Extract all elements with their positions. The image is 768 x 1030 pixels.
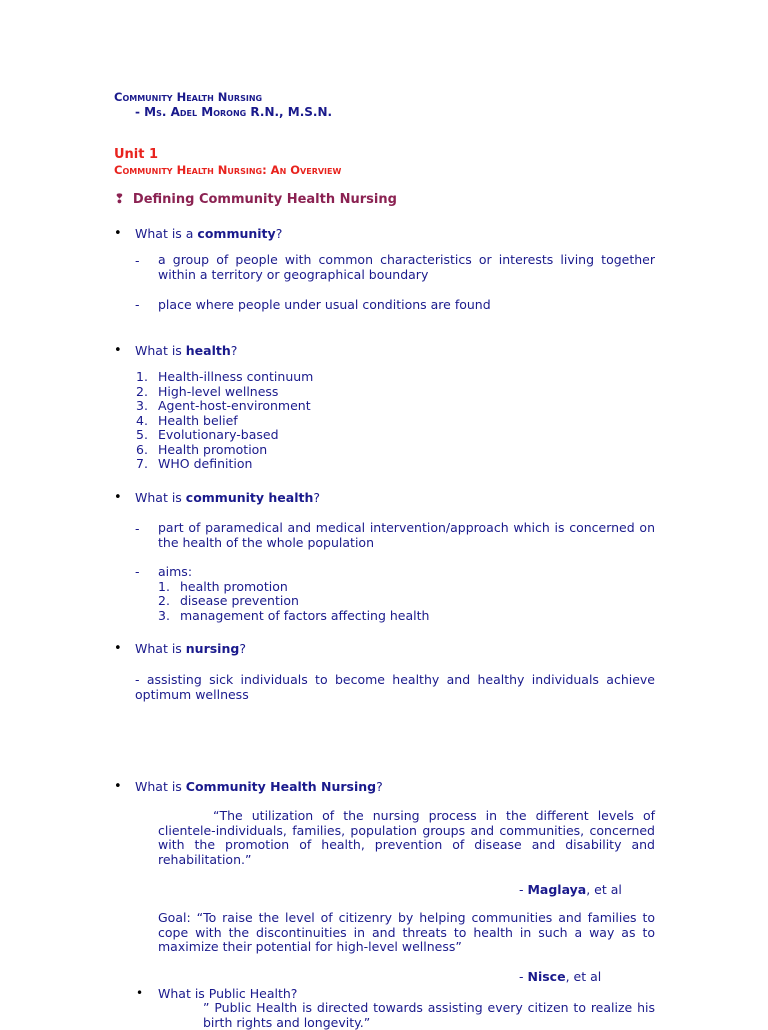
unit-label: Unit 1 [114, 147, 159, 162]
question-community-health [114, 490, 674, 505]
citation-maglaya: - Maglaya, et al [519, 882, 622, 897]
question-public-health-text: What is Public Health? [158, 986, 298, 1001]
question-community-text: What is a community? [135, 226, 283, 241]
chn-definition-quote: “The utilization of the nursing process in the different levels of clientele-individuals, families, population groups and communities, concerned with the promotion of health, prevention of disease and disability and rehabilitation.” [158, 808, 655, 867]
community-definition-1 [135, 253, 655, 282]
list-item: 4. Health belief [136, 412, 238, 428]
question-community-health-text: What is community health? [135, 490, 320, 505]
list-item: 1. Health-illness continuum [136, 369, 314, 384]
question-community [114, 226, 674, 241]
citation-nisce: - Nisce, et al [519, 969, 602, 984]
list-item: 2. disease prevention [158, 593, 299, 608]
chn-goal: Goal: “To raise the level of citizenry by helping communities and families to cope with the discontinuities in and threats to health in such a way as to maximize their potential for high-level wellness” [158, 910, 655, 954]
question-chn-text: What is Community Health Nursing? [135, 779, 383, 794]
aims-label: aims: [158, 564, 193, 579]
question-nursing-text: What is nursing? [135, 641, 246, 656]
dash-marker: - [135, 253, 140, 268]
unit-title: Community Health Nursing: An Overview [114, 163, 342, 177]
health-list [136, 370, 536, 472]
section-heading [114, 192, 397, 207]
author-prefix: - [135, 105, 145, 119]
dash-marker: - [135, 564, 140, 579]
nursing-definition: - assisting sick individuals to become healthy and healthy individuals achieve optimum wellness [135, 672, 655, 702]
question-health [114, 343, 674, 358]
list-item: 3. management of factors affecting health [158, 607, 430, 623]
question-public-health [136, 986, 656, 1001]
community-health-aims [135, 565, 655, 623]
bullet-icon: • [114, 490, 122, 505]
bullet-icon: • [114, 226, 122, 241]
question-chn [114, 779, 674, 794]
section-marker-icon: ❢ [114, 192, 125, 207]
question-nursing [114, 641, 674, 656]
dash-marker: - [135, 521, 140, 536]
community-definition-1-text: a group of people with common characteristics or interests living together within a territory or geographical boundary [158, 252, 655, 282]
list-item: 7. WHO definition [136, 456, 253, 471]
list-item: 1. health promotion [158, 578, 288, 594]
course-title: Community Health Nursing [114, 90, 263, 104]
list-item: 5. Evolutionary-based [136, 427, 279, 442]
list-item: 2. High-level wellness [136, 383, 279, 399]
dash-marker: - [135, 297, 140, 312]
list-item: 3. Agent-host-environment [136, 398, 311, 413]
author-name: Ms. Adel Morong R.N., M.S.N. [144, 105, 333, 119]
section-heading-text: Defining Community Health Nursing [132, 192, 397, 207]
community-definition-2-text: place where people under usual conditions are found [158, 297, 491, 312]
bullet-icon: • [114, 779, 122, 794]
author-line [135, 105, 332, 119]
bullet-icon: • [136, 986, 144, 1000]
bullet-icon: • [114, 641, 122, 656]
question-health-text: What is health? [135, 343, 238, 358]
community-definition-2 [135, 297, 655, 312]
community-health-definition-text: part of paramedical and medical intervention/approach which is concerned on the health of the whole population [158, 520, 655, 550]
public-health-quote: ” Public Health is directed towards assisting every citizen to realize his birth rights and longevity.” [203, 1000, 655, 1030]
community-health-definition [135, 521, 655, 550]
bullet-icon: • [114, 343, 122, 358]
list-item: 6. Health promotion [136, 441, 268, 457]
